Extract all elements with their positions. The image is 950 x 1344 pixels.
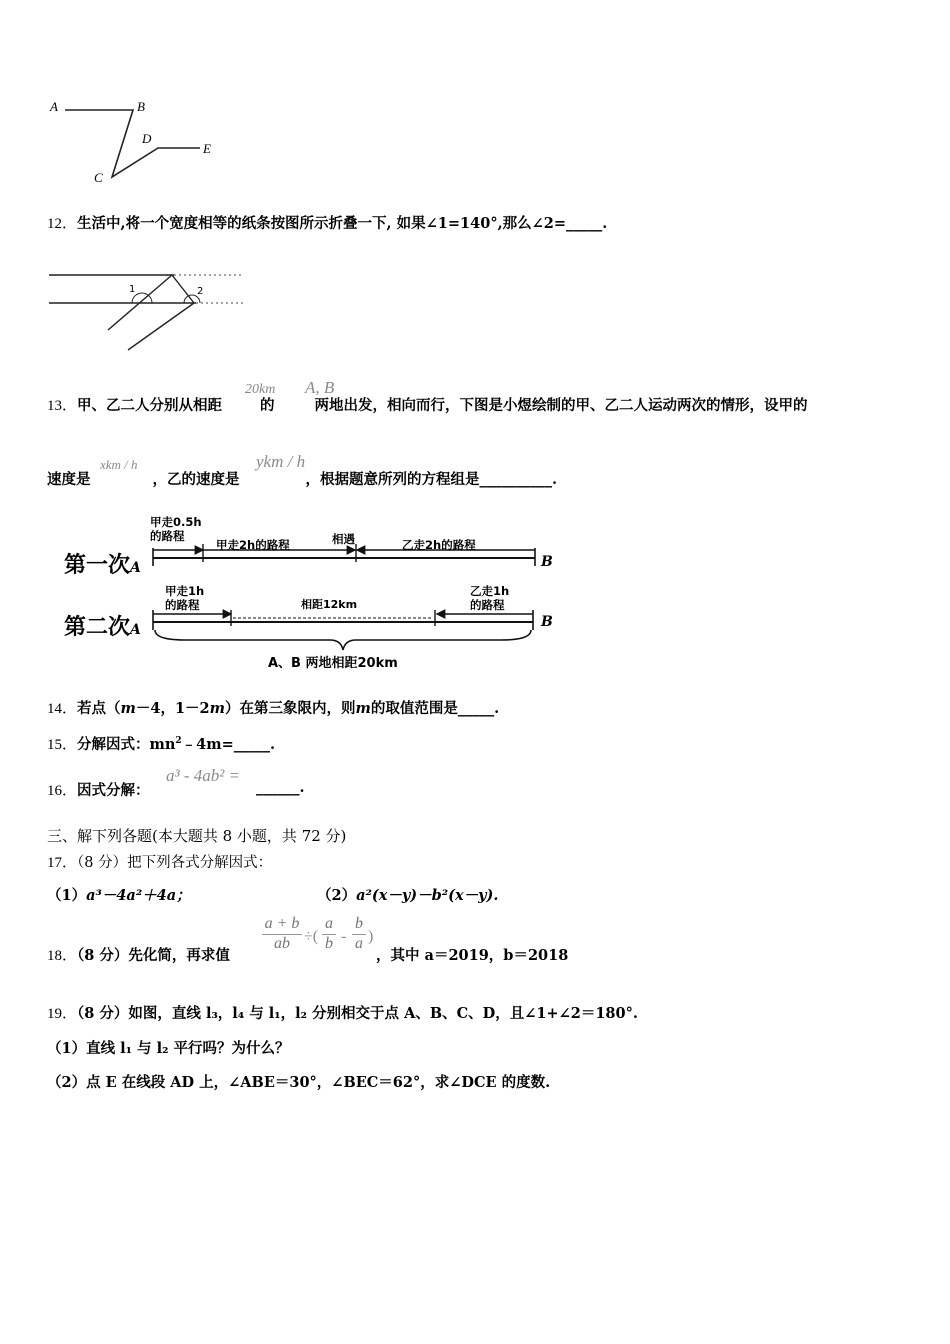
question-18: 18．（8 分）先化简，再求值 (47, 947, 230, 964)
second-b-label: B (541, 614, 553, 630)
question-12: 12．生活中,将一个宽度相等的纸条按图所示折叠一下, 如果∠1=140°,那么∠2=_____. (47, 215, 608, 232)
close-paren: ) (368, 928, 374, 945)
x-speed-expression: xkm / h (100, 457, 138, 472)
question-13-line2: 速度是 ，乙的速度是 ，根据题意所列的方程组是__________. (47, 471, 558, 488)
point-label-d: D (142, 131, 152, 146)
division-paren: ÷( (304, 928, 319, 945)
meet-label: 相遇 (332, 532, 355, 546)
question-19-part-1: （1）直线 l₁ 与 l₂ 平行吗？为什么？ (47, 1040, 290, 1057)
point-label-e: E (203, 141, 211, 156)
question-16: 16．因式分解： (47, 782, 150, 799)
second-time-label: 第二次A (64, 614, 141, 640)
question-17-part-1: （1）a³－4a²＋4a； (47, 887, 191, 904)
yi-2h-label: 乙走2h的路程 (402, 538, 476, 552)
folded-strip-figure (44, 265, 274, 360)
question-14: 14．若点（m－4，1－2m）在第三象限内，则m的取值范围是_____. (47, 700, 500, 717)
point-label-b: B (137, 99, 145, 114)
q18-values: ，其中 a＝2019，b＝2018 (376, 947, 569, 964)
angle-label-2: 2 (197, 286, 204, 297)
fraction-b-over-a: $\frac{b}{a}$ (352, 915, 366, 953)
fraction-a-over-b: $\frac{a}{b}$ (322, 915, 336, 953)
q16-formula: a³ - 4ab² = (166, 766, 241, 785)
jia-1h-label: 甲走1h 的路程 (165, 584, 205, 612)
first-b-label: B (541, 554, 553, 570)
question-19: 19．（8 分）如图，直线 l₃，l₄ 与 l₁，l₂ 分别相交于点 A、B、C、D，且∠1+∠2＝180°. (47, 1005, 638, 1022)
jia-05h-label: 甲走0.5h 的路程 (150, 515, 202, 543)
yi-1h-label: 乙走1h 的路程 (470, 584, 510, 612)
gap-12km-label: 相距12km (301, 598, 358, 611)
question-17: 17．（8 分）把下列各式分解因式： (47, 855, 273, 871)
polyline-abcde (65, 110, 200, 177)
question-15: 15．分解因式：$mn^2﹣4m=\_\_\_\_\_$. (47, 736, 276, 753)
points-expression: A, B (305, 378, 335, 397)
section-3-title: 三、解下列各题(本大题共 8 小题，共 72 分) (47, 827, 347, 845)
first-time-label: 第一次A (64, 552, 141, 578)
fraction-a-plus-b-over-ab: $\frac{a + b}{ab}$ (262, 915, 302, 953)
point-label-a: A (50, 99, 58, 114)
minus-sign: - (341, 928, 347, 945)
angle-label-1: 1 (129, 284, 136, 295)
q16-blank: ______. (256, 779, 305, 796)
question-12-text: 生活中,将一个宽度相等的纸条按图所示折叠一下, 如果∠1=140°,那么∠2=_____. (77, 215, 608, 232)
question-17-part-2: （2）a²(x－y)－b²(x－y). (317, 887, 499, 904)
question-13-line1: 13．甲、乙二人分别从相距 的 两地出发，相向而行，下图是小煜绘制的甲、乙二人运动两次的情形，设甲的 (47, 397, 808, 414)
total-distance-label: A、B 两地相距20km (268, 656, 398, 671)
question-19-part-2: （2）点 E 在线段 AD 上，∠ABE＝30°，∠BEC＝62°，求∠DCE 的度数. (47, 1074, 551, 1091)
point-label-c: C (94, 170, 103, 185)
distance-expression: 20km (245, 382, 276, 397)
jia-2h-label: 甲走2h的路程 (216, 538, 290, 552)
y-speed-expression: ykm / h (256, 452, 306, 471)
figure-abcde (40, 90, 230, 195)
